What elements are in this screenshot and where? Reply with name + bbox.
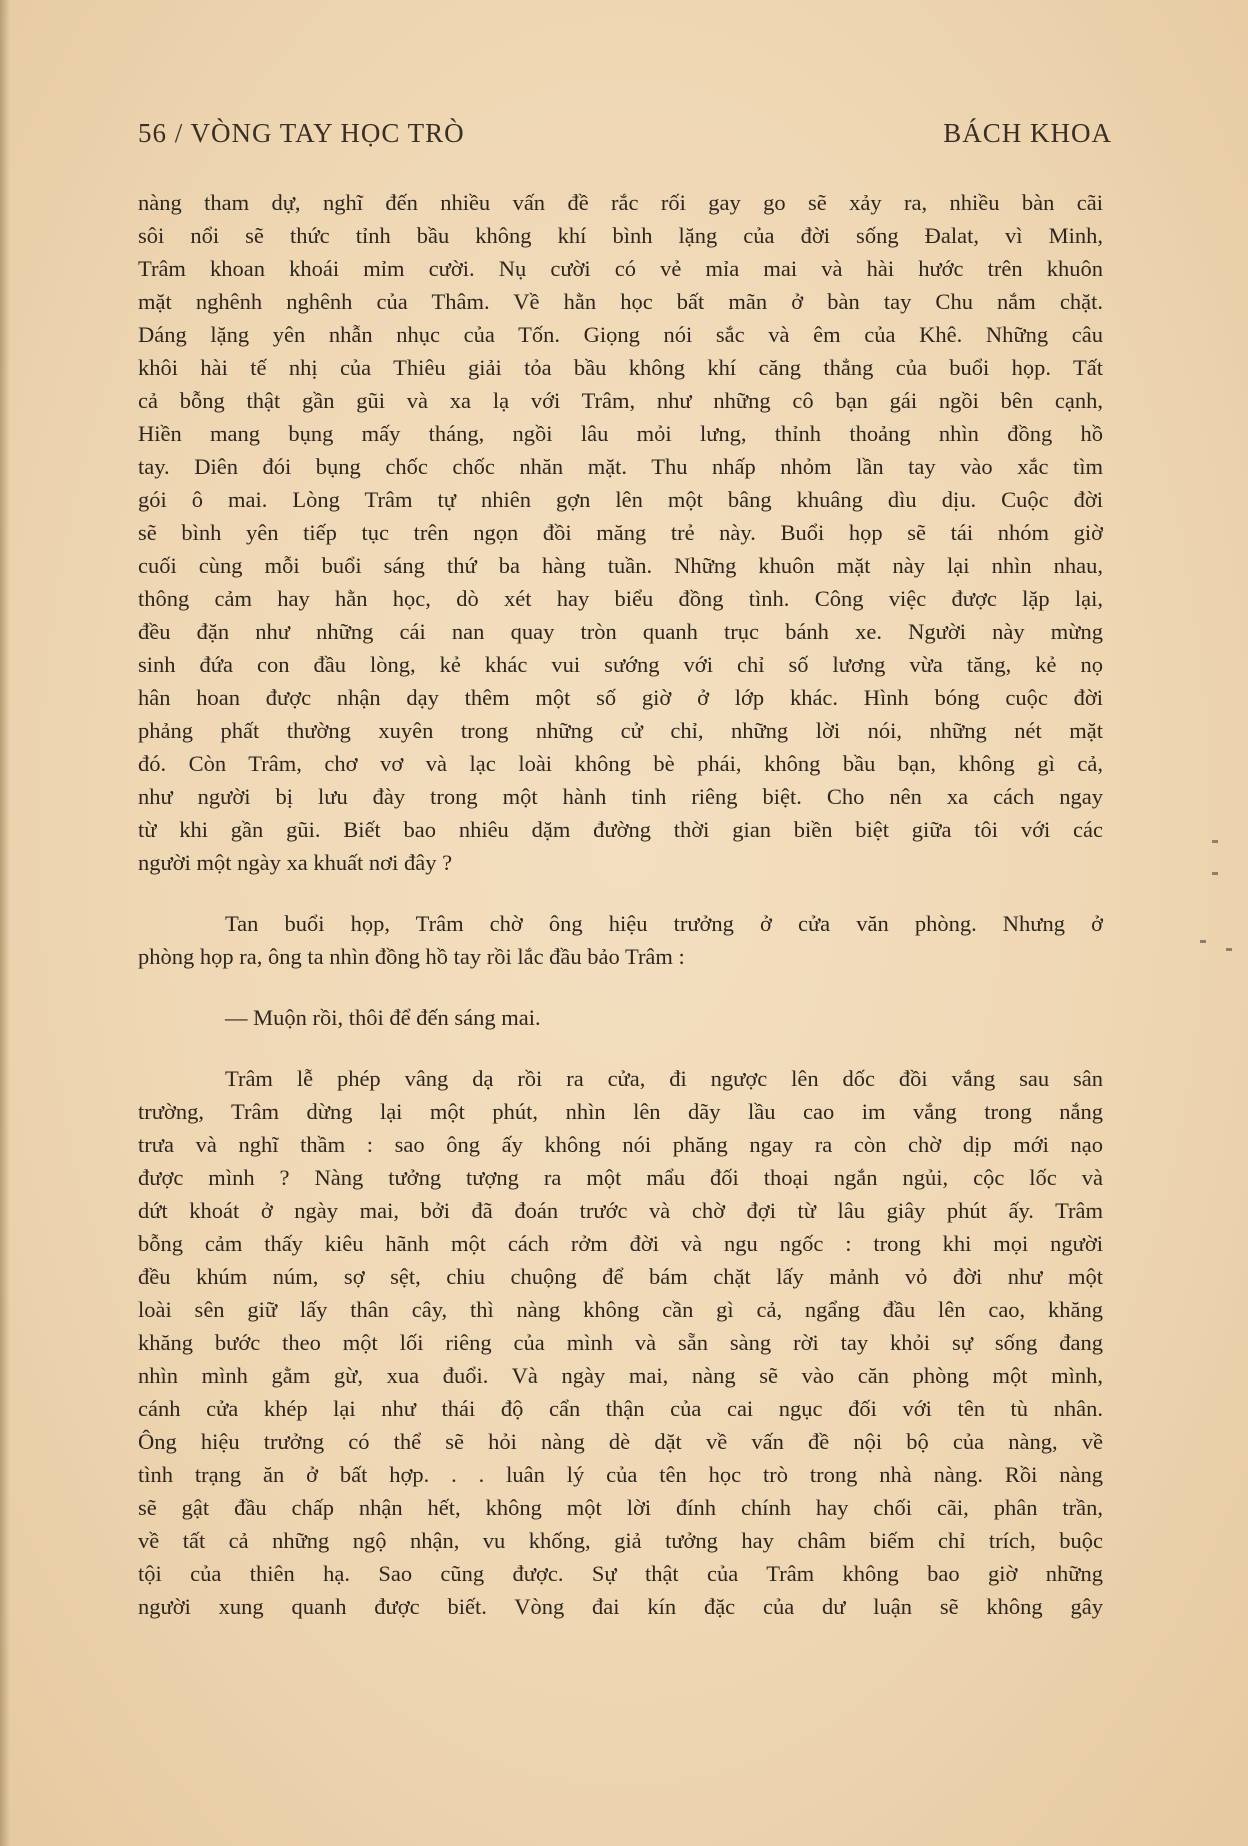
magazine-name: BÁCH KHOA xyxy=(943,118,1112,148)
text-line: tay. Diên đói bụng chốc chốc nhăn mặt. Thu nhấp nhỏm lần tay vào xắc tìm xyxy=(138,454,1103,479)
text-line: Hiền mang bụng mấy tháng, ngồi lâu mỏi lưng, thỉnh thoảng nhìn đồng hồ xyxy=(138,421,1103,446)
text-line: Ông hiệu trưởng có thể sẽ hỏi nàng dè dặt về vấn đề nội bộ của nàng, về xyxy=(138,1429,1103,1454)
text-line: tội của thiên hạ. Sao cũng được. Sự thật của Trâm không bao giờ những xyxy=(138,1561,1103,1586)
text-line: sẽ bình yên tiếp tục trên ngọn đồi măng trẻ này. Buổi họp sẽ tái nhóm giờ xyxy=(138,520,1103,545)
text-line: dứt khoát ở ngày mai, bởi đã đoán trước và chờ đợi từ lâu giây phút ấy. Trâm xyxy=(138,1198,1103,1223)
text-line: về tất cả những ngộ nhận, vu khống, giả tưởng hay châm biếm chỉ trích, buộc xyxy=(138,1528,1103,1553)
text-line: hân hoan được nhận dạy thêm một số giờ ở lớp khác. Hình bóng cuộc đời xyxy=(138,685,1103,710)
paragraph-gap xyxy=(138,973,1103,1001)
text-line: người xung quanh được biết. Vòng đai kín đặc của dư luận sẽ không gây xyxy=(138,1594,1103,1619)
text-line: như người bị lưu đày trong một hành tinh riêng biệt. Cho nên xa cách ngay xyxy=(138,784,1103,809)
text-line: nhìn mình gằm gừ, xua đuổi. Và ngày mai, nàng sẽ vào căn phòng một mình, xyxy=(138,1363,1103,1388)
paragraph-2 xyxy=(138,907,1103,973)
paragraph-1 xyxy=(138,186,1103,879)
text-line: cả bỗng thật gần gũi và xa lạ với Trâm, như những cô bạn gái ngồi bên cạnh, xyxy=(138,388,1103,413)
running-title: 56 / VÒNG TAY HỌC TRÒ xyxy=(138,118,465,148)
text-line: sẽ gật đầu chấp nhận hết, không một lời đính chính hay chối cãi, phân trần, xyxy=(138,1495,1103,1520)
margin-mark xyxy=(1226,948,1232,951)
text-line: trưa và nghĩ thầm : sao ông ấy không nói phăng ngay ra còn chờ dịp mới nạo xyxy=(138,1132,1103,1157)
paragraph-gap xyxy=(138,1034,1103,1062)
text-line: Tan buổi họp, Trâm chờ ông hiệu trưởng ở cửa văn phòng. Nhưng ở xyxy=(225,911,1103,936)
text-line: từ khi gần gũi. Biết bao nhiêu dặm đường thời gian biền biệt giữa tôi với các xyxy=(138,817,1103,842)
text-line: đều khúm núm, sợ sệt, chiu chuộng để bám chặt lấy mảnh vỏ đời như một xyxy=(138,1264,1103,1289)
text-line: loài sên giữ lấy thân cây, thì nàng không cần gì cả, ngẩng đầu lên cao, khăng xyxy=(138,1297,1103,1322)
text-line: Trâm lễ phép vâng dạ rồi ra cửa, đi ngược lên dốc đồi vắng sau sân xyxy=(225,1066,1103,1091)
paragraph-4 xyxy=(138,1062,1103,1623)
text-line: tình trạng ăn ở bất hợp. . . luân lý của tên học trò trong nhà nàng. Rồi nàng xyxy=(138,1462,1103,1487)
page-edge-shadow xyxy=(0,0,10,1846)
text-line: khăng bước theo một lối riêng của mình và sẵn sàng rời tay khỏi sự sống đang xyxy=(138,1330,1103,1355)
text-line: phảng phất thường xuyên trong những cử chỉ, những lời nói, những nét mặt xyxy=(138,718,1103,743)
text-line: khôi hài tế nhị của Thiêu giải tỏa bầu không khí căng thẳng của buổi họp. Tất xyxy=(138,355,1103,380)
text-line: thông cảm hay hằn học, dò xét hay biểu đồng tình. Công việc được lặp lại, xyxy=(138,586,1103,611)
body-text xyxy=(138,186,1103,1623)
margin-mark xyxy=(1212,840,1218,843)
margin-mark xyxy=(1212,872,1218,875)
text-line: được mình ? Nàng tưởng tượng ra một mẩu đối thoại ngắn ngủi, cộc lốc và xyxy=(138,1165,1103,1190)
text-line: cuối cùng mỗi buổi sáng thứ ba hàng tuần. Những khuôn mặt này lại nhìn nhau, xyxy=(138,553,1103,578)
text-line: mặt nghênh nghênh của Thâm. Về hằn học bất mãn ở bàn tay Chu nắm chặt. xyxy=(138,289,1103,314)
text-line: Dáng lặng yên nhẫn nhục của Tốn. Giọng nói sắc và êm của Khê. Những câu xyxy=(138,322,1103,347)
text-line: trường, Trâm dừng lại một phút, nhìn lên dãy lầu cao im vắng trong nắng xyxy=(138,1099,1103,1124)
text-line: sinh đứa con đầu lòng, kẻ khác vui sướng với chỉ số lương vừa tăng, kẻ nọ xyxy=(138,652,1103,677)
text-line: sôi nổi sẽ thức tỉnh bầu không khí bình lặng của đời sống Đalat, vì Minh, xyxy=(138,223,1103,248)
text-line: đó. Còn Trâm, chơ vơ và lạc loài không bè phái, không bầu bạn, không gì cả, xyxy=(138,751,1103,776)
text-line: người một ngày xa khuất nơi đây ? xyxy=(138,850,453,875)
text-line: Trâm khoan khoái mỉm cười. Nụ cười có vẻ mỉa mai và hài hước trên khuôn xyxy=(138,256,1103,281)
text-line: bỗng cảm thấy kiêu hãnh một cách rởm đời và ngu ngốc : trong khi mọi người xyxy=(138,1231,1103,1256)
paragraph-3 xyxy=(138,1001,1103,1034)
paragraph-gap xyxy=(138,879,1103,907)
text-line: nàng tham dự, nghĩ đến nhiều vấn đề rắc rối gay go sẽ xảy ra, nhiều bàn cãi xyxy=(138,190,1103,215)
text-line: phòng họp ra, ông ta nhìn đồng hồ tay rồi lắc đầu bảo Trâm : xyxy=(138,944,685,969)
text-line: đều đặn như những cái nan quay tròn quanh trục bánh xe. Người này mừng xyxy=(138,619,1103,644)
dialogue-line: — Muộn rồi, thôi để đến sáng mai. xyxy=(225,1005,541,1030)
page-header xyxy=(138,118,1112,152)
text-line: cánh cửa khép lại như thái độ cẩn thận của cai ngục đối với tên tù nhân. xyxy=(138,1396,1103,1421)
text-line: gói ô mai. Lòng Trâm tự nhiên gợn lên một bâng khuâng dìu dịu. Cuộc đời xyxy=(138,487,1103,512)
margin-mark xyxy=(1200,940,1206,943)
